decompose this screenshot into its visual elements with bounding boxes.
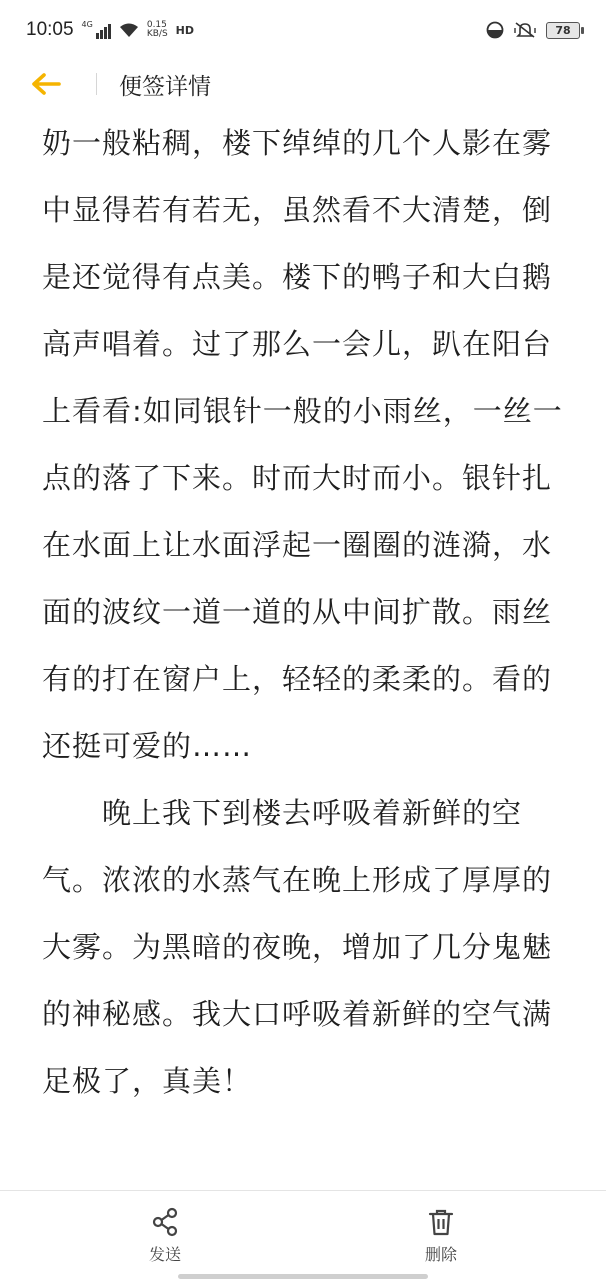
page-title: 便签详情: [119, 73, 211, 100]
cellular-signal-icon: [82, 21, 111, 39]
status-bar: [0, 0, 606, 60]
status-time: 10:05: [26, 19, 74, 40]
network-speed-value: 0.15: [146, 20, 167, 30]
network-speed-unit: KB/S: [146, 29, 168, 39]
back-button[interactable]: [26, 60, 66, 108]
vibrate-mode-icon: [514, 21, 536, 39]
share-label: 发送: [148, 1245, 181, 1264]
battery-level: 78: [555, 23, 571, 37]
delete-label: 删除: [424, 1245, 457, 1264]
app-header: [0, 60, 606, 108]
network-speed: [147, 21, 168, 39]
bottom-action-bar: [0, 1190, 606, 1280]
home-indicator[interactable]: [178, 1274, 428, 1279]
hd-voice-icon: HD: [175, 23, 195, 37]
trash-icon: [426, 1207, 456, 1237]
status-right: [486, 21, 580, 39]
network-type: 4G: [81, 20, 93, 29]
header-divider: [96, 73, 97, 95]
note-paragraph-2: 晚上我下到楼去呼吸着新鲜的空气。浓浓的水蒸气在晚上形成了厚厚的大雾。为黑暗的夜晚，增加了几分鬼魅的神秘感。我大口呼吸着新鲜的空气满足极了，真美！: [42, 796, 553, 1098]
note-paragraph-1: 奶一般粘稠，楼下绰绰的几个人影在雾中显得若有若无，虽然看不大清楚，倒是还觉得有点美。楼下的鸭子和大白鹅高声唱着。过了那么一会儿，趴在阳台上看看:如同银针一般的小雨丝，一丝一点的落了下来。时而大时而小。银针扎在水面上让水面浮起一圈圈的涟漪，水面的波纹一道一道的从中间扩散。雨丝有的打在窗户上，轻轻的柔柔的。看的还挺可爱的……: [42, 126, 563, 763]
delete-button[interactable]: [401, 1207, 481, 1265]
status-left: [26, 19, 194, 41]
share-icon: [150, 1207, 180, 1237]
note-content[interactable]: [42, 110, 570, 1180]
wifi-icon: [119, 22, 139, 38]
battery-icon: [546, 22, 580, 39]
share-button[interactable]: [125, 1207, 205, 1265]
eye-comfort-icon: [486, 21, 504, 39]
back-arrow-icon: [31, 73, 61, 95]
